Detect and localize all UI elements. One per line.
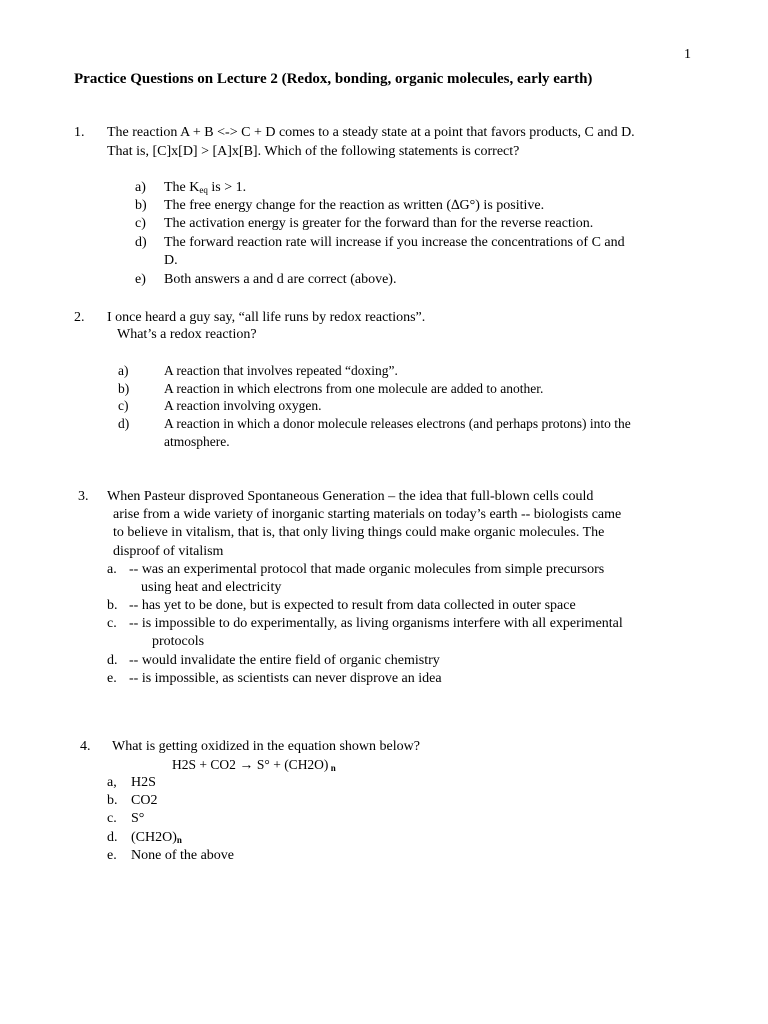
option-label: d. xyxy=(107,653,118,668)
question-stem-line: I once heard a guy say, “all life runs by redox reactions”. xyxy=(107,310,426,325)
question-stem-line: to believe in vitalism, that is, that only living things could make organic molecules. The xyxy=(113,525,605,540)
option-text: -- would invalidate the entire field of organic chemistry xyxy=(129,653,440,668)
reactant-co2: CO2 xyxy=(210,757,236,772)
option-label: d) xyxy=(118,416,130,431)
option-text: (CH2O)n xyxy=(131,830,182,845)
option-text-continued: protocols xyxy=(152,634,205,649)
option-label: e. xyxy=(107,671,117,686)
option-label: c) xyxy=(135,216,146,231)
option-text: A reaction in which electrons from one molecule are added to another. xyxy=(164,381,544,396)
reactant-h2s: H2S xyxy=(172,757,197,772)
question-number: 1. xyxy=(74,125,85,140)
option-label: d. xyxy=(107,830,118,845)
reaction-equation: H2S + CO2 → S° + (CH2O) n xyxy=(172,757,336,773)
option-label: e) xyxy=(135,272,146,287)
option-label: c) xyxy=(118,398,129,413)
option-label: a. xyxy=(107,562,117,577)
option-text: The forward reaction rate will increase if you increase the concentrations of C and xyxy=(164,235,625,250)
question-stem-line: What’s a redox reaction? xyxy=(117,327,257,342)
question-stem-line: The reaction A + B <-> C + D comes to a steady state at a point that favors products, C and D. xyxy=(107,125,635,140)
question-stem-line: That is, [C]x[D] > [A]x[B]. Which of the following statements is correct? xyxy=(107,144,520,159)
product-subscript: n xyxy=(328,763,336,773)
option-text: A reaction in which a donor molecule releases electrons (and perhaps protons) into the xyxy=(164,416,631,431)
question-stem-line: disproof of vitalism xyxy=(113,544,224,559)
option-label: a, xyxy=(107,775,117,790)
option-text-continued: D. xyxy=(164,253,178,268)
option-label: b. xyxy=(107,793,118,808)
option-label: c. xyxy=(107,616,117,631)
option-text: -- is impossible to do experimentally, as living organisms interfere with all experimental xyxy=(129,616,623,631)
option-label: d) xyxy=(135,235,147,250)
option-text: The activation energy is greater for the forward than for the reverse reaction. xyxy=(164,216,594,231)
option-label: b) xyxy=(135,198,147,213)
question-number: 2. xyxy=(74,310,85,325)
option-text: A reaction that involves repeated “doxing”. xyxy=(164,363,398,378)
page-number: 1 xyxy=(684,47,691,62)
product-sulfur: S° + xyxy=(256,757,285,772)
option-label: e. xyxy=(107,848,117,863)
option-label: a) xyxy=(118,363,129,378)
option-text: -- is impossible, as scientists can never disprove an idea xyxy=(129,671,442,686)
question-stem-line: arise from a wide variety of inorganic starting materials on today’s earth -- biologists came xyxy=(113,507,622,522)
option-text: -- has yet to be done, but is expected to result from data collected in outer space xyxy=(129,598,576,613)
question-stem-line: When Pasteur disproved Spontaneous Generation – the idea that full-blown cells could xyxy=(107,489,594,504)
question-stem-line: What is getting oxidized in the equation shown below? xyxy=(112,739,420,754)
option-label: b) xyxy=(118,381,130,396)
option-text-continued: atmosphere. xyxy=(164,434,230,449)
option-label: b. xyxy=(107,598,118,613)
option-text: H2S xyxy=(131,775,156,790)
option-label: c. xyxy=(107,811,117,826)
option-text: Both answers a and d are correct (above). xyxy=(164,272,397,287)
question-number: 3. xyxy=(78,489,89,504)
option-text: S° xyxy=(131,811,145,826)
product-ch2o: (CH2O) xyxy=(284,757,329,772)
question-number: 4. xyxy=(80,739,91,754)
reaction-arrow-icon: → xyxy=(235,758,257,773)
page-title: Practice Questions on Lecture 2 (Redox, bonding, organic molecules, early earth) xyxy=(74,71,593,87)
option-text: None of the above xyxy=(131,848,235,863)
option-text: A reaction involving oxygen. xyxy=(164,398,322,413)
option-text: The $K_{eq}$ is > 1. xyxy=(164,180,247,195)
option-text: The free energy change for the reaction as written (∆G°) is positive. xyxy=(164,198,545,213)
option-text: -- was an experimental protocol that made organic molecules from simple precursors xyxy=(129,562,605,577)
option-label: a) xyxy=(135,180,146,195)
option-text: CO2 xyxy=(131,793,158,808)
option-text-continued: using heat and electricity xyxy=(141,580,282,595)
